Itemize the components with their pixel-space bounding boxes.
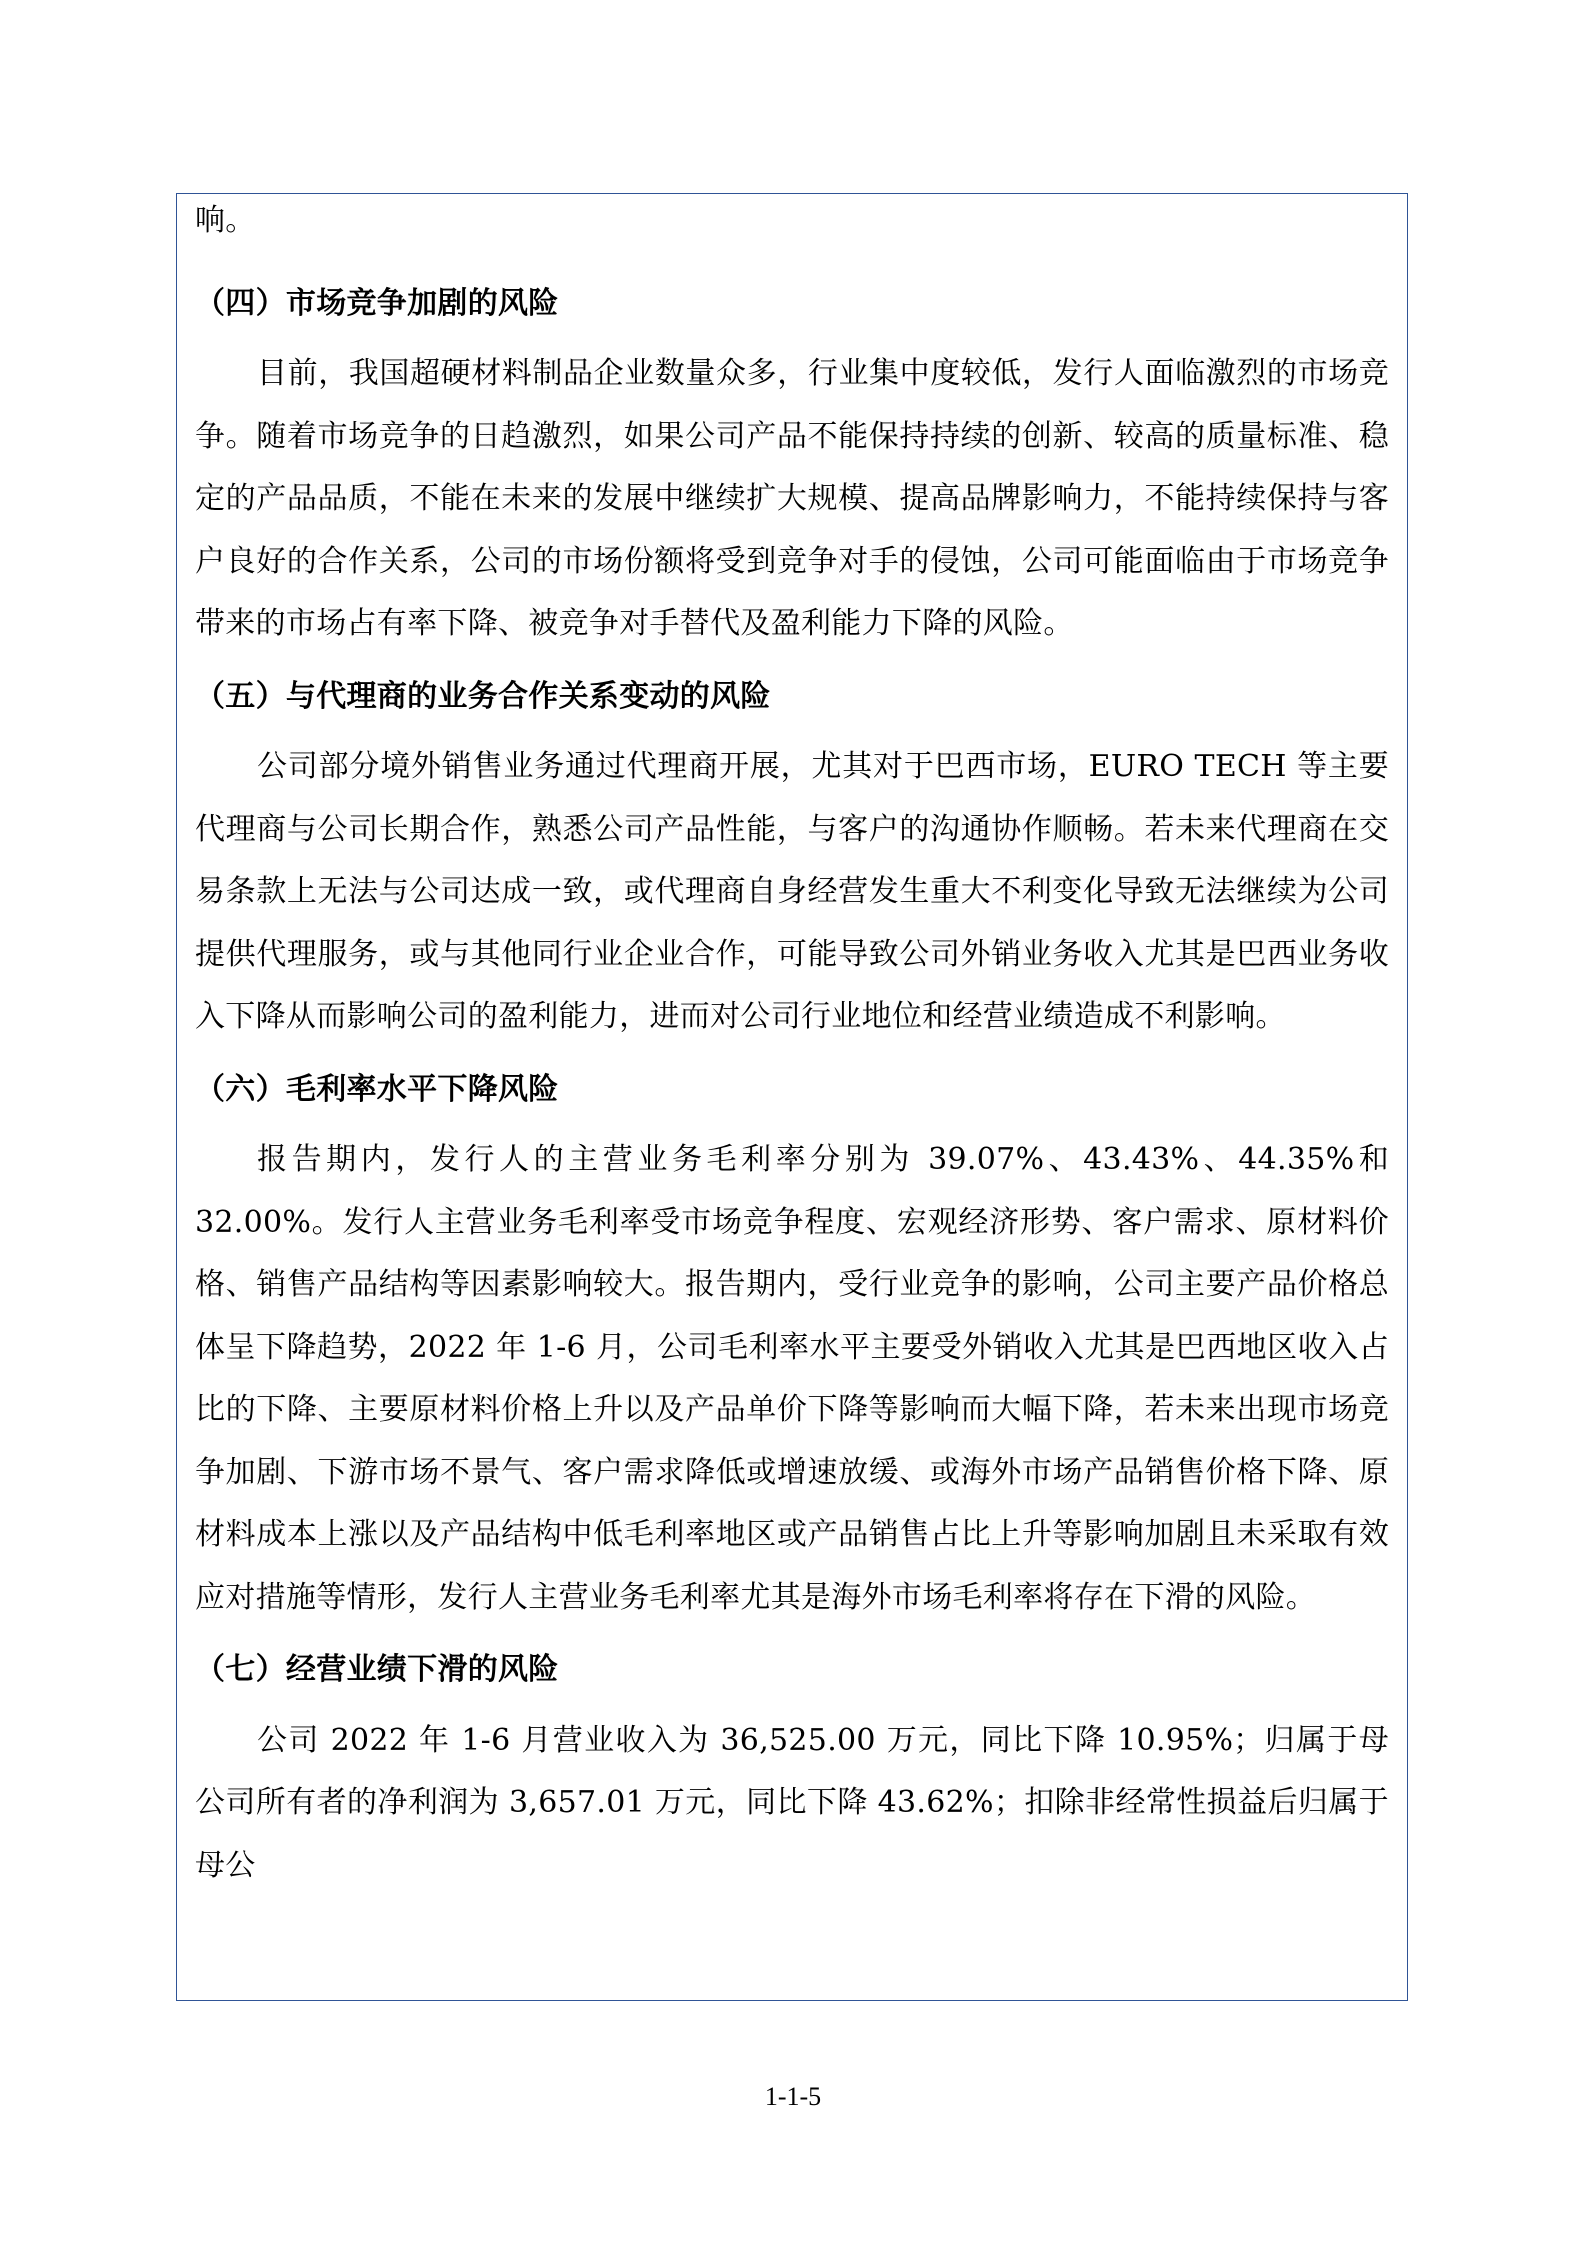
section-heading: （六）毛利率水平下降风险 <box>195 1071 559 1107</box>
page-number: 1-1-5 <box>764 2082 822 2111</box>
section-performance-decline <box>195 1639 1389 1897</box>
section-paragraph: 目前，我国超硬材料制品企业数量众多，行业集中度较低，发行人面临激烈的市场竞争。随着市场竞争的日趋激烈，如果公司产品不能保持持续的创新、较高的质量标准、稳定的产品品质，不能在未来的发展中继续扩大规模、提高品牌影响力，不能持续保持与客户良好的合作关系，公司的市场份额将受到竞争对手的侵蚀，公司可能面临由于市场竞争带来的市场占有率下降、被竞争对手替代及盈利能力下降的风险。 <box>195 356 1389 641</box>
section-agent-relationship <box>195 666 1389 1049</box>
content-frame <box>176 193 1408 2001</box>
section-market-competition <box>195 273 1389 656</box>
section-heading: （四）市场竞争加剧的风险 <box>195 285 559 321</box>
section-paragraph: 公司部分境外销售业务通过代理商开展，尤其对于巴西市场，EURO TECH 等主要代理商与公司长期合作，熟悉公司产品性能，与客户的沟通协作顺畅。若未来代理商在交易条款上无法与公司达成一致，或代理商自身经营发生重大不利变化导致无法继续为公司提供代理服务，或与其他同行业企业合作，可能导致公司外销业务收入尤其是巴西业务收入下降从而影响公司的盈利能力，进而对公司行业地位和经营业绩造成不利影响。 <box>195 749 1389 1034</box>
section-gross-margin <box>195 1059 1389 1630</box>
continuation-text: 响。 <box>195 203 256 238</box>
section-paragraph: 公司 2022 年 1-6 月营业收入为 36,525.00 万元，同比下降 10.95%；归属于母公司所有者的净利润为 3,657.01 万元，同比下降 43.62%；扣除非经常性损益后归属于母公 <box>195 1722 1389 1883</box>
section-paragraph: 报告期内，发行人的主营业务毛利率分别为 39.07%、43.43%、44.35%和 32.00%。发行人主营业务毛利率受市场竞争程度、宏观经济形势、客户需求、原材料价格、销售产品结构等因素影响较大。报告期内，受行业竞争的影响，公司主要产品价格总体呈下降趋势，2022 年 1-6 月，公司毛利率水平主要受外销收入尤其是巴西地区收入占比的下降、主要原材料价格上升以及产品单价下降等影响而大幅下降，若未来出现市场竞争加剧、下游市场不景气、客户需求降低或增速放缓、或海外市场产品销售价格下降、原材料成本上涨以及产品结构中低毛利率地区或产品销售占比上升等影响加剧且未采取有效应对措施等情形，发行人主营业务毛利率尤其是海外市场毛利率将存在下滑的风险。 <box>195 1142 1389 1615</box>
section-heading: （五）与代理商的业务合作关系变动的风险 <box>195 678 771 714</box>
section-heading: （七）经营业绩下滑的风险 <box>195 1652 559 1687</box>
